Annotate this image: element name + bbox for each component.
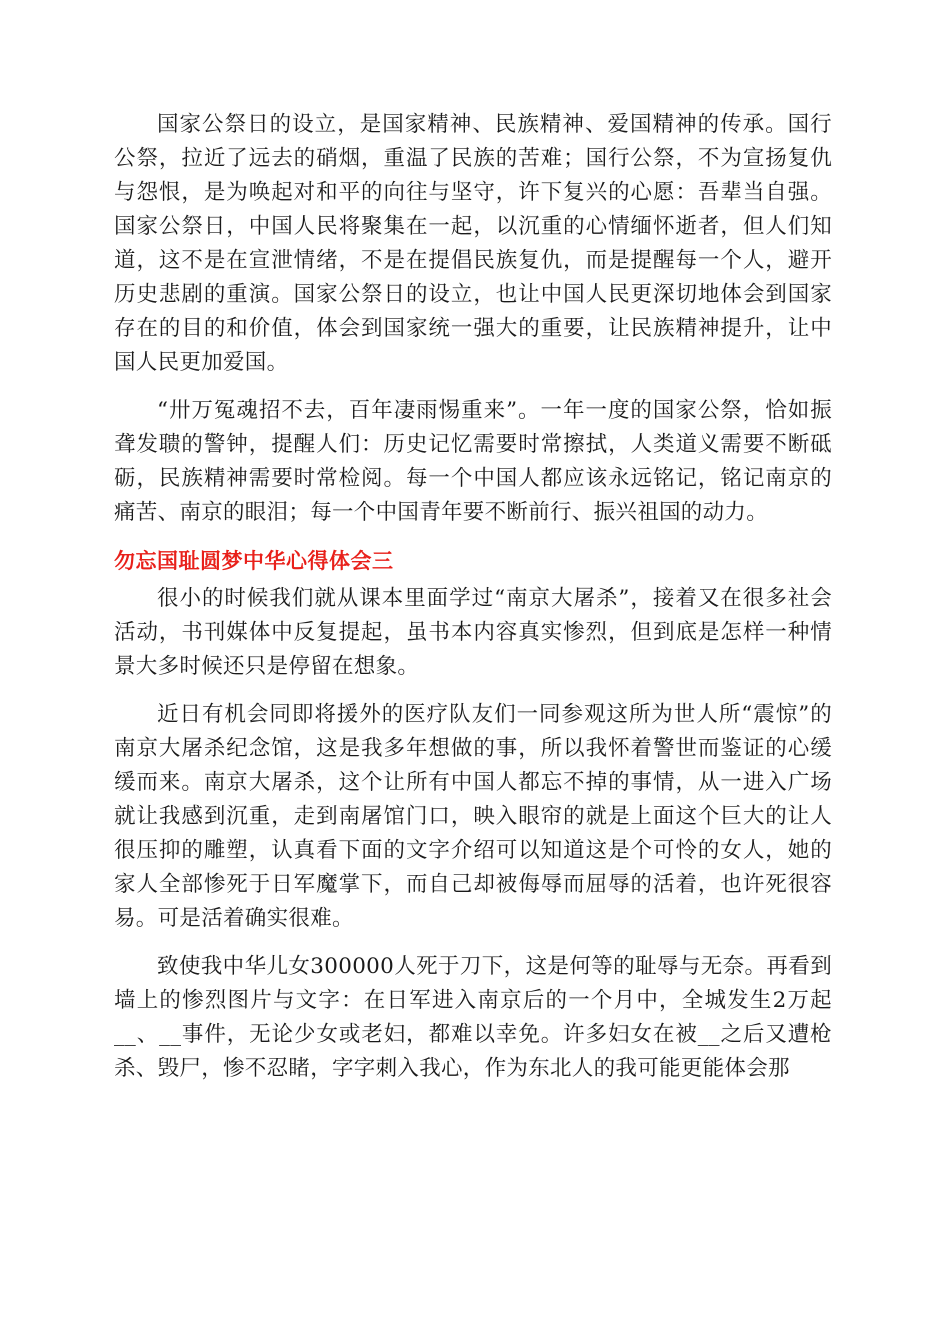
paragraph-spacer	[114, 530, 832, 544]
section-heading: 勿忘国耻圆梦中华心得体会三	[114, 549, 394, 573]
body-paragraph: 近日有机会同即将援外的医疗队友们一同参观这所为世人所“震惊”的南京大屠杀纪念馆，这是我多年想做的事，所以我怀着警世而鉴证的心缓缓而来。南京大屠杀，这个让所有中国人都忘不掉的事情，从一进入广场就让我感到沉重，走到南屠馆门口，映入眼帘的就是上面这个巨大的让人很压抑的雕塑，认真看下面的文字介绍可以知道这是个可怜的女人，她的家人全部惨死于日军魔掌下，而自己却被侮辱而屈辱的活着，也许死很容易。可是活着确实很难。	[114, 702, 832, 931]
body-paragraph: 致使我中华儿女300000人死于刀下，这是何等的耻辱与无奈。再看到墙上的惨烈图片与文字：在日军进入南京后的一个月中，全城发生2万起__、__事件，无论少女或老妇，都难以幸免。许多妇女在被__之后又遭枪杀、毁尸，惨不忍睹，字字刺入我心，作为东北人的我可能更能体会那	[114, 954, 832, 1081]
paragraph-spacer	[114, 684, 832, 698]
paragraph-spacer	[114, 380, 832, 394]
body-paragraph: 很小的时候我们就从课本里面学过“南京大屠杀”，接着又在很多社会活动，书刊媒体中反复提起，虽书本内容真实惨烈，但到底是怎样一种情景大多时候还只是停留在想象。	[114, 586, 832, 679]
body-paragraph: “卅万冤魂招不去，百年凄雨惕重来”。一年一度的国家公祭，恰如振聋发聩的警钟，提醒人们：历史记忆需要时常擦拭，人类道义需要不断砥砺，民族精神需要时常检阅。每一个中国人都应该永远铭记，铭记南京的痛苦、南京的眼泪；每一个中国青年要不断前行、振兴祖国的动力。	[114, 398, 832, 525]
body-paragraph: 国家公祭日的设立，是国家精神、民族精神、爱国精神的传承。国行公祭，拉近了远去的硝烟，重温了民族的苦难；国行公祭，不为宣扬复仇与怨恨，是为唤起对和平的向往与坚守，许下复兴的心愿：吾辈当自强。国家公祭日，中国人民将聚集在一起，以沉重的心情缅怀逝者，但人们知道，这不是在宣泄情绪，不是在提倡民族复仇，而是提醒每一个人，避开历史悲剧的重演。国家公祭日的设立，也让中国人民更深切地体会到国家存在的目的和价值，体会到国家统一强大的重要，让民族精神提升，让中国人民更加爱国。	[114, 112, 832, 375]
document-page	[114, 108, 832, 1086]
paragraph-spacer	[114, 936, 832, 950]
